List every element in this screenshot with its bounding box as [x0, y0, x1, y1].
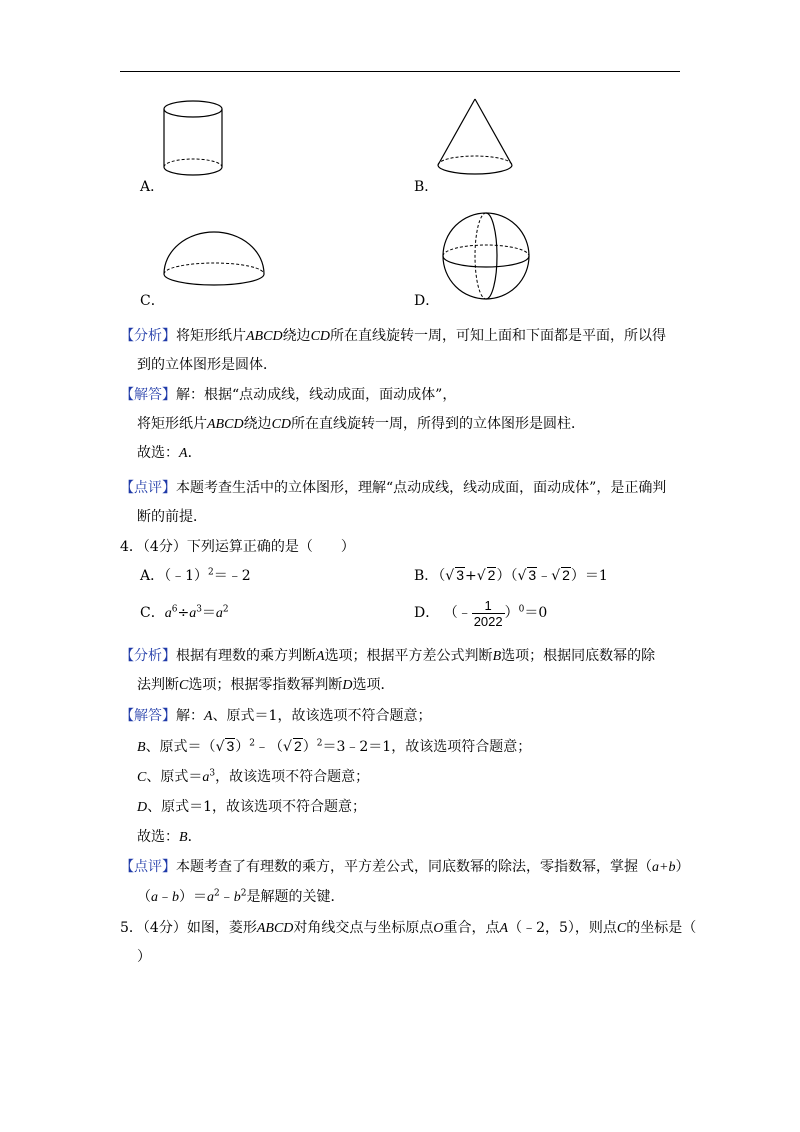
q4-answer-line-c: C、原式$=a^3$，故该选项不符合题意；	[137, 768, 370, 785]
q3-choose-line: 故选：A．	[137, 445, 202, 461]
q3-option-c-label: C．	[140, 293, 165, 309]
q4-choose-line: 故选：B．	[137, 829, 202, 845]
q5-stem-line-2: ）	[137, 949, 151, 965]
header-rule	[120, 71, 680, 72]
cylinder-figure	[155, 95, 235, 185]
q3-analysis-line-1: 【分析】将矩形纸片ABCD绕边CD所在直线旋转一周，可知上面和下面都是平面，所以得	[120, 328, 667, 344]
q4-option-d: D． （﹣ $\frac{1}{2022}$ ）$^0$＝0	[414, 597, 548, 629]
q4-stem: 4．（4分）下列运算正确的是（ ）	[120, 539, 355, 555]
q3-option-b-label: B．	[414, 179, 439, 195]
answer-tag: 【解答】	[120, 387, 176, 403]
q4-option-c: C．$a^6\div a^3=a^2$	[140, 604, 229, 621]
q4-option-a: A．（﹣1）$^2$＝﹣2	[140, 567, 251, 584]
q4-answer-line-d: D、原式＝1，故该选项不符合题意；	[137, 799, 367, 815]
analysis-tag: 【分析】	[120, 328, 176, 344]
q3-answer-line-2: 将矩形纸片ABCD绕边CD所在直线旋转一周，所得到的立体图形是圆柱．	[137, 416, 586, 432]
q4-option-b: B．（√ 3+√ 2）（√ 3﹣√ 2）＝1	[414, 567, 608, 584]
q5-stem-line-1: 5．（4分）如图，菱形ABCD对角线交点与坐标原点O重合，点A（﹣2，5），则点C的坐标是（	[120, 920, 697, 936]
q4-analysis-line-2: 法判断C选项；根据零指数幂判断D选项．	[137, 677, 395, 693]
answer-tag: 【解答】	[120, 708, 176, 724]
analysis-tag: 【分析】	[120, 648, 176, 664]
q3-option-d-label: D．	[414, 293, 440, 309]
q3-answer-line-1: 【解答】解：根据“点动成线，线动成面，面动成体”，	[120, 387, 457, 403]
q4-comment-line-1: 【点评】本题考查了有理数的乘方，平方差公式，同底数幂的除法，零指数幂，掌握（a+b）	[120, 859, 690, 875]
fraction: $\frac{1}{2022}$	[473, 597, 503, 629]
q4-answer-line-b: B、原式＝（√ 3）$^2$﹣（√ 2）$^2$＝3﹣2＝1，故该选项符合题意；	[137, 738, 532, 755]
cone-figure	[430, 95, 520, 180]
comment-tag: 【点评】	[120, 480, 176, 496]
q4-analysis-line-1: 【分析】根据有理数的乘方判断A选项；根据平方差公式判断B选项；根据同底数幂的除	[120, 648, 656, 664]
q4-comment-line-2: $(a﹣b)=a^2﹣b^2$是解题的关键．	[137, 888, 345, 905]
q3-option-a-label: A．	[140, 179, 165, 195]
q3-analysis-line-2: 到的立体图形是圆体．	[137, 357, 277, 373]
sphere-figure	[438, 208, 534, 304]
q4-answer-line-a: 【解答】解：A、原式＝1，故该选项不符合题意；	[120, 708, 432, 724]
q3-comment-line-2: 断的前提．	[137, 509, 207, 525]
comment-tag: 【点评】	[120, 859, 176, 875]
q3-comment-line-1: 【点评】本题考查生活中的立体图形，理解“点动成线，线动成面，面动成体”，是正确判	[120, 480, 667, 496]
hemisphere-figure	[158, 228, 270, 298]
